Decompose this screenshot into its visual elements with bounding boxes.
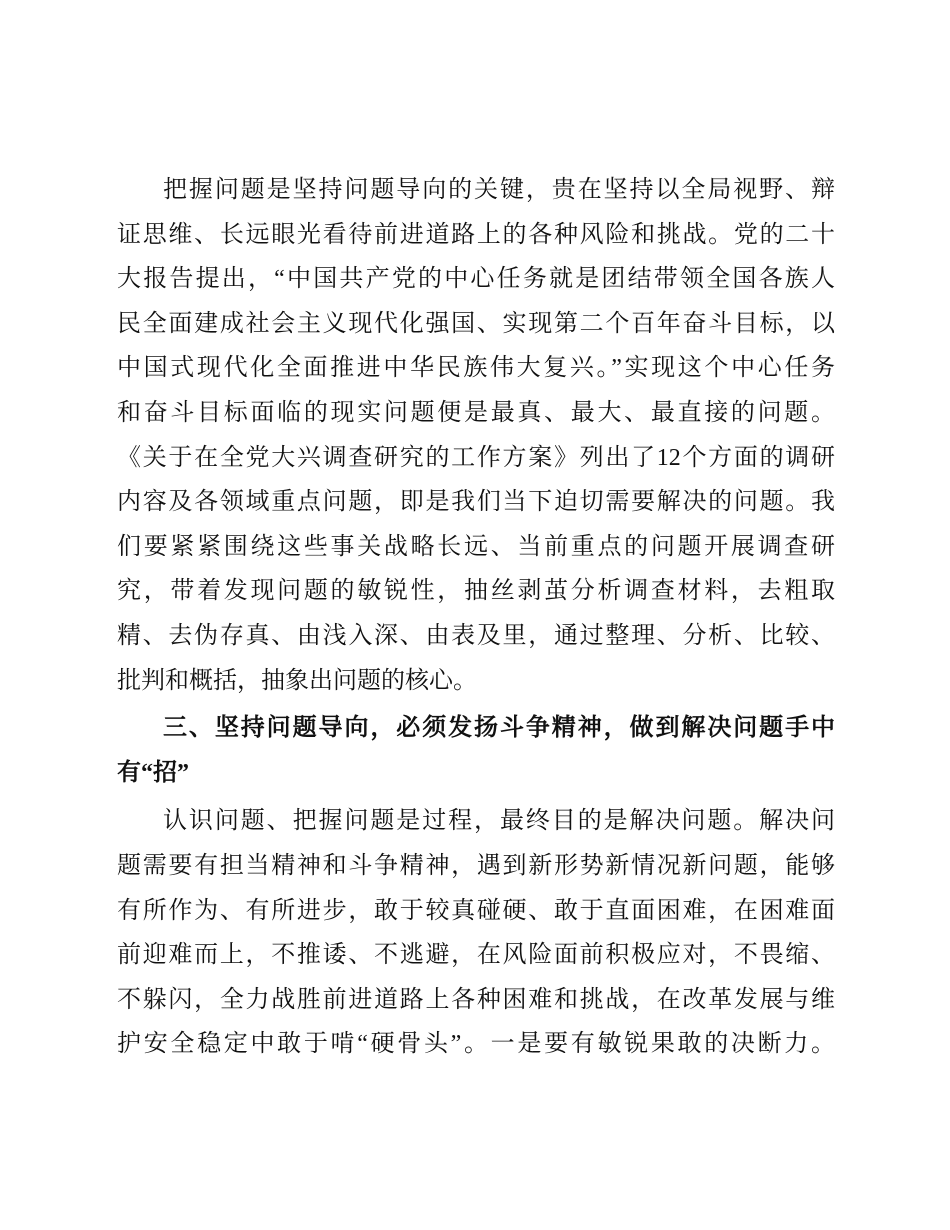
text-line: 内容及各领域重点问题，即是我们当下迫切需要解决的问题。我 xyxy=(117,489,835,516)
text-line: 《关于在全党大兴调查研究的工作方案》列出了12个方面的调研 xyxy=(117,444,835,471)
text-line: 有所作为、有所进步，敢于较真碰硬、敢于直面困难，在困难面 xyxy=(117,897,835,924)
text-line: 题需要有担当精神和斗争精神，遇到新形势新情况新问题，能够 xyxy=(117,852,835,879)
text-line: 中国式现代化全面推进中华民族伟大复兴。”实现这个中心任务 xyxy=(117,355,835,382)
text-line: 大报告提出，“中国共产党的中心任务就是团结带领全国各族人 xyxy=(117,266,835,293)
document-page xyxy=(117,168,835,1067)
text-line: 批判和概括，抽象出问题的核心。 xyxy=(117,667,477,694)
paragraph-2 xyxy=(117,799,835,1067)
text-line: 护安全稳定中敢于啃“硬骨头”。一是要有敏锐果敢的决断力。 xyxy=(117,1031,835,1058)
text-line: 们要紧紧围绕这些事关战略长远、当前重点的问题开展调查研 xyxy=(117,533,835,560)
text-line: 把握问题是坚持问题导向的关键，贵在坚持以全局视野、辩 xyxy=(163,177,835,203)
text-line: 民全面建成社会主义现代化强国、实现第二个百年奋斗目标，以 xyxy=(117,310,835,337)
text-line: 证思维、长远眼光看待前进道路上的各种风险和挑战。党的二十 xyxy=(117,221,835,248)
section-heading-3 xyxy=(117,706,835,795)
heading-line: 有“招” xyxy=(117,759,189,786)
paragraph-1 xyxy=(117,168,835,703)
text-line: 不躲闪，全力战胜前进道路上各种困难和挑战，在改革发展与维 xyxy=(117,986,835,1013)
text-line: 精、去伪存真、由浅入深、由表及里，通过整理、分析、比较、 xyxy=(117,622,835,649)
text-line: 究，带着发现问题的敏锐性，抽丝剥茧分析调查材料，去粗取 xyxy=(117,578,835,605)
text-line: 前迎难而上，不推诿、不逃避，在风险面前积极应对，不畏缩、 xyxy=(117,942,835,969)
heading-line: 三、坚持问题导向，必须发扬斗争精神，做到解决问题手中 xyxy=(163,715,835,742)
text-line: 认识问题、把握问题是过程，最终目的是解决问题。解决问 xyxy=(163,808,835,835)
text-line: 和奋斗目标面临的现实问题便是最真、最大、最直接的问题。 xyxy=(117,399,835,426)
